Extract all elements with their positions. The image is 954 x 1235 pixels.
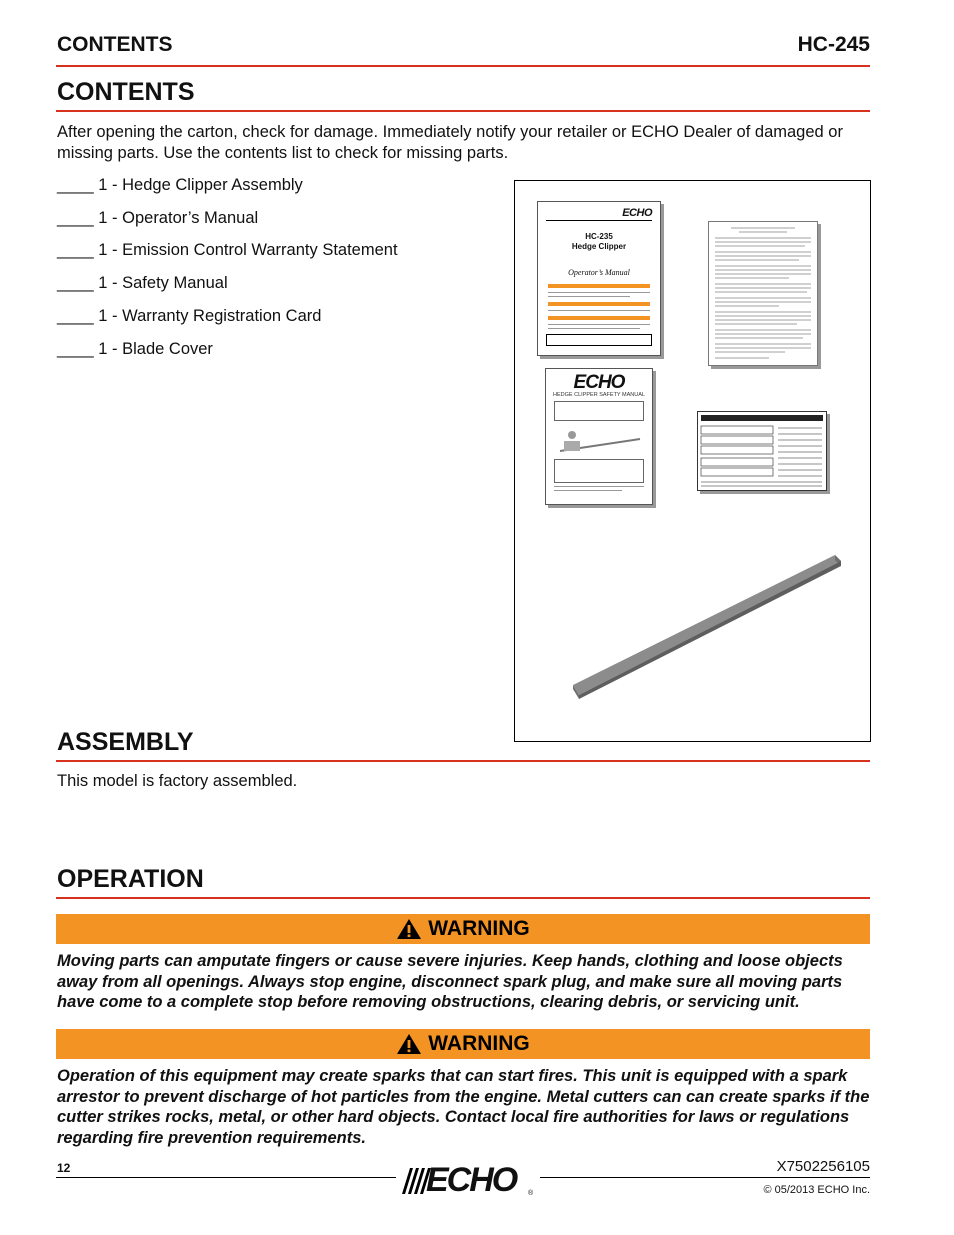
manual-model: HC-235 (585, 232, 613, 241)
manual-product: Hedge Clipper (571, 242, 627, 251)
safety-manual-illustration (545, 368, 653, 505)
echo-logo-text: ECHO (426, 1161, 517, 1199)
contents-rule (56, 110, 870, 112)
header-model: HC-245 (797, 33, 870, 56)
contents-item: ____ 1 - Hedge Clipper Assembly (57, 176, 303, 194)
contents-item: ____ 1 - Safety Manual (57, 274, 228, 292)
assembly-rule (56, 760, 870, 762)
registration-card-form-lines (698, 412, 826, 490)
operation-heading: OPERATION (57, 865, 204, 893)
safety-echo-logo: ECHO (573, 372, 625, 393)
warning-label: WARNING (428, 1032, 530, 1055)
assembly-heading: ASSEMBLY (57, 728, 194, 756)
warning-banner-2 (56, 1029, 870, 1059)
warning-label: WARNING (428, 917, 530, 940)
warranty-statement-text-lines (709, 222, 817, 365)
blade-cover-illustration (565, 547, 865, 707)
manual-title: Operator’s Manual (568, 268, 630, 277)
warranty-statement-illustration (708, 221, 818, 366)
copyright: © 05/2013 ECHO Inc. (763, 1184, 870, 1196)
operation-rule (56, 897, 870, 899)
footer-rule-right (540, 1177, 870, 1178)
warning-triangle-icon (396, 918, 422, 940)
operators-manual-illustration (537, 201, 661, 356)
contents-heading: CONTENTS (57, 78, 195, 106)
header-section-title: CONTENTS (57, 33, 173, 56)
footer-rule-left (56, 1177, 396, 1178)
warning-text-2: Operation of this equipment may create sparks that can start fires. This unit is equipped with a spark arrestor to prevent discharge of hot particles from the engine. Metal cutters can can create sparks if the cutter strikes rocks, metal, or other hard objects. Contact local fire authorities for laws or regulations regarding fire prevention requirements. (57, 1067, 870, 1147)
page-number: 12 (57, 1161, 71, 1175)
contents-item: ____ 1 - Operator’s Manual (57, 209, 259, 227)
warning-triangle-icon (396, 1033, 422, 1055)
contents-intro: After opening the carton, check for damage. Immediately notify your retailer or ECHO Dealer of damaged or missing parts. Use the contents list to check for missing parts. (57, 123, 843, 162)
header-rule (56, 65, 870, 67)
warning-text-1: Moving parts can amputate fingers or cause severe injuries. Keep hands, clothing and loose objects away from all openings. Always stop engine, disconnect spark plug, and make sure all moving parts have come to a complete stop before removing obstructions, clearing debris, or servicing unit. (57, 952, 843, 1011)
part-number: X7502256105 (776, 1158, 870, 1175)
safety-title: HEDGE CLIPPER SAFETY MANUAL (553, 392, 645, 398)
echo-logo: ECHO ® (396, 1160, 538, 1200)
warning-banner-1 (56, 914, 870, 944)
contents-figure (514, 180, 871, 742)
assembly-text: This model is factory assembled. (57, 772, 298, 790)
manual-echo-logo: ECHO (622, 207, 652, 219)
contents-item: ____ 1 - Blade Cover (57, 340, 213, 358)
hedge-clipper-sketch (554, 421, 644, 459)
registration-card-illustration (697, 411, 827, 491)
contents-item: ____ 1 - Emission Control Warranty Statement (57, 241, 398, 259)
contents-item: ____ 1 - Warranty Registration Card (57, 307, 322, 325)
